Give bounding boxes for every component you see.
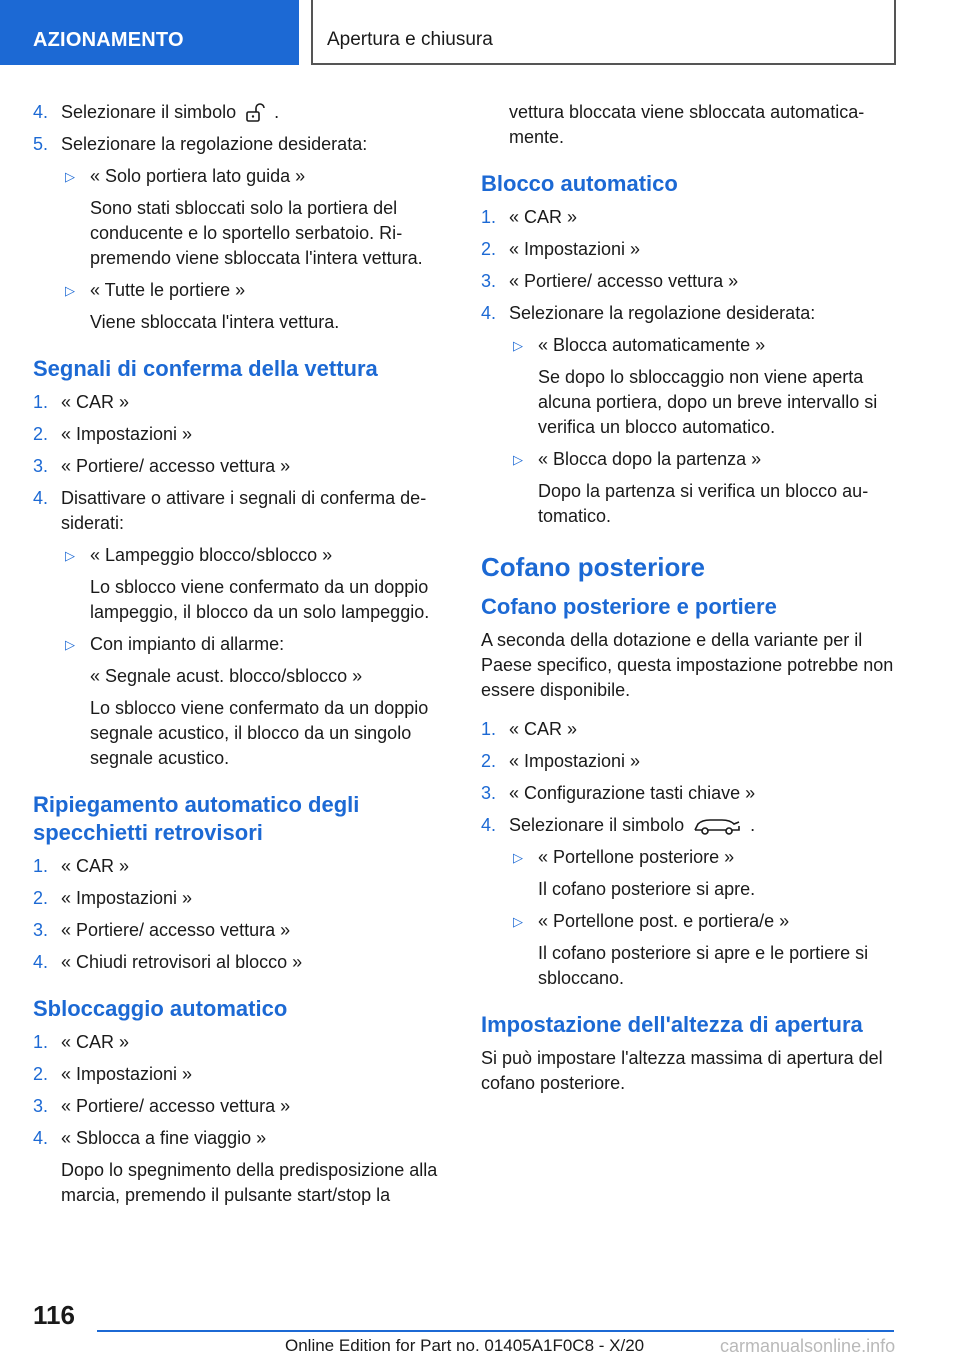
option-desc: Viene sbloccata l'intera vettura. <box>90 312 340 332</box>
list-item: 4. Disattivare o attivare i segnali di conferma desiderati: <box>33 488 427 533</box>
list-item: 2. « Impostazioni » <box>481 239 641 259</box>
option-item: ▷ « Tutte le portiere » <box>33 278 448 303</box>
list-item: 4. Selezionare il simbolo . <box>481 813 896 838</box>
list-item: 4. Selezionare il simbolo . <box>33 100 448 125</box>
list-item: 2. « Impostazioni » <box>33 1064 193 1084</box>
chapter-header <box>311 0 896 65</box>
triangle-right-icon: ▷ <box>513 850 523 865</box>
list-item: 4. « Sblocca a fine viaggio » <box>33 1128 267 1148</box>
option-setting: « Segnale acust. blocco/sblocco » <box>90 666 363 686</box>
triangle-right-icon: ▷ <box>513 452 523 467</box>
section-title: AZIONAMENTO <box>33 29 184 51</box>
item-number: 4. <box>33 102 49 122</box>
list-item: 2. « Impostazioni » <box>481 751 641 771</box>
list-item: 1. « CAR » <box>481 207 578 227</box>
list-item: 3. « Portiere/ accesso vettura » <box>33 920 291 940</box>
list-item: 1. « CAR » <box>33 1032 130 1052</box>
right-column <box>481 100 896 1103</box>
triangle-right-icon: ▷ <box>65 548 75 563</box>
option-item: ▷ « Solo portiera lato guida » <box>33 164 448 189</box>
edition-text: Online Edition for Part no. 01405A1F0C8 - X/20 <box>285 1336 645 1355</box>
option-item: ▷ « Portellone post. e portiera/e » <box>481 909 896 934</box>
option-item: ▷ « Blocca dopo la partenza » <box>481 447 896 472</box>
left-column <box>33 100 448 1215</box>
triangle-right-icon: ▷ <box>513 338 523 353</box>
triangle-right-icon: ▷ <box>65 637 75 652</box>
list-item: 5. Selezionare la regolazione desiderata: <box>33 132 448 157</box>
list-item: 1. « CAR » <box>33 392 130 412</box>
triangle-right-icon: ▷ <box>65 169 75 184</box>
section-heading: Cofano posteriore e portiere <box>481 594 777 619</box>
watermark: carmanualsonline.info <box>720 1336 896 1356</box>
section-heading: Ripiegamento automatico degli specchietti retrovisori <box>33 792 360 845</box>
list-item: 3. « Portiere/ accesso vettura » <box>33 456 291 476</box>
chapter-title: Apertura e chiusura <box>327 29 493 50</box>
footer-divider <box>97 1330 894 1332</box>
option-desc: Lo sblocco viene confermato da un doppio lampeggio, il blocco da un solo lampeggio. <box>90 577 430 622</box>
list-item: 4. « Chiudi retrovisori al blocco » <box>33 952 303 972</box>
section-tab[interactable] <box>0 0 299 65</box>
option-desc: Sono stati sbloccati solo la portiera del conducente e lo sportello serbatoio. Ripremendo viene sbloccata l'intera vettura. <box>90 198 423 268</box>
list-item: 3. « Portiere/ accesso vettura » <box>481 271 739 291</box>
option-desc: Dopo la partenza si verifica un blocco automatico. <box>538 481 869 526</box>
triangle-right-icon: ▷ <box>513 914 523 929</box>
section-intro: A seconda della dotazione e della variante per il Paese specifico, questa impostazione potrebbe non essere disponibile. <box>481 630 894 700</box>
option-item: ▷ « Lampeggio blocco/sblocco » <box>33 543 448 568</box>
option-desc: Se dopo lo sbloccaggio non viene aperta alcuna portiera, dopo un breve intervallo si verifica un blocco automatico. <box>538 367 878 437</box>
section-heading: Blocco automatico <box>481 171 678 196</box>
list-item: 2. « Impostazioni » <box>33 424 193 444</box>
chapter-heading: Cofano posteriore <box>481 552 705 582</box>
list-item: 1. « CAR » <box>33 856 130 876</box>
car-tailgate-icon <box>692 815 742 837</box>
unlock-icon <box>244 102 266 124</box>
page-number: 116 <box>33 1300 75 1330</box>
option-desc: Il cofano posteriore si apre e le portiere si sbloccano. <box>538 943 869 988</box>
option-desc: Il cofano posteriore si apre. <box>538 879 756 899</box>
list-item: 3. « Portiere/ accesso vettura » <box>33 1096 291 1116</box>
list-item: 1. « CAR » <box>481 719 578 739</box>
option-item: ▷ Con impianto di allarme: <box>33 632 448 657</box>
list-item: 4. Selezionare la regolazione desiderata: <box>481 303 816 323</box>
triangle-right-icon: ▷ <box>65 283 75 298</box>
option-item: ▷ « Portellone posteriore » <box>481 845 896 870</box>
option-desc: Lo sblocco viene confermato da un doppio segnale acustico, il blocco da un singolo segnale acustico. <box>90 698 429 768</box>
option-item: ▷ « Blocca automaticamente » <box>481 333 896 358</box>
list-item: 2. « Impostazioni » <box>33 888 193 908</box>
section-heading: Sbloccaggio automatico <box>33 996 288 1021</box>
item-desc: Dopo lo spegnimento della predisposizione alla marcia, premendo il pulsante start/stop la <box>61 1160 438 1205</box>
item-number: 5. <box>33 134 49 154</box>
section-heading: Impostazione dell'altezza di apertura <box>481 1012 863 1037</box>
section-heading: Segnali di conferma della vettura <box>33 356 378 381</box>
section-intro: Si può impostare l'altezza massima di apertura del cofano posteriore. <box>481 1048 883 1093</box>
item-desc-continued: vettura bloccata viene sbloccata automaticamente. <box>509 102 865 147</box>
list-item: 3. « Configurazione tasti chiave » <box>481 783 756 803</box>
